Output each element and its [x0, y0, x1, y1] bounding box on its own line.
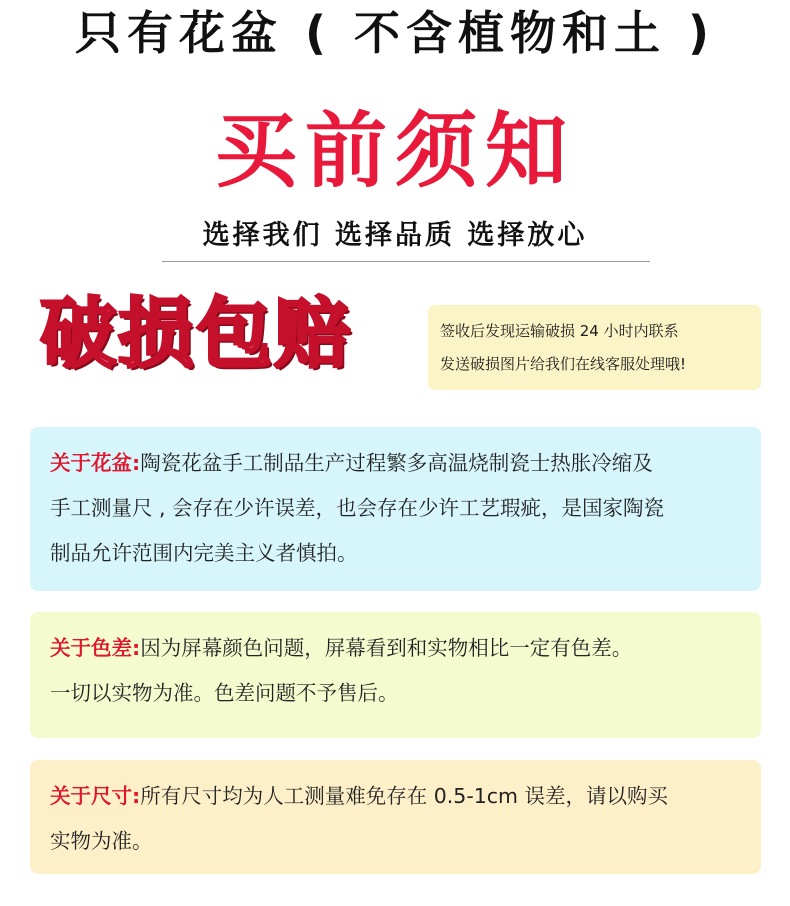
pot-notice-label: 关于花盆:: [50, 451, 141, 475]
size-notice-label: 关于尺寸:: [50, 784, 141, 808]
size-notice-box: [30, 760, 761, 874]
page-title: 买前须知: [214, 104, 575, 199]
color-notice-text: 因为屏幕颜色问题，屏幕看到和实物相比一定有色差。: [140, 636, 633, 660]
pot-notice-line: [50, 441, 743, 486]
color-notice-label: 关于色差:: [50, 636, 141, 660]
color-notice-line: [50, 626, 743, 671]
pot-notice-box: [30, 427, 761, 591]
damage-compensation-title: 破损包赔: [40, 289, 352, 378]
damage-note-line: 发送破损图片给我们在线客服处理哦!: [440, 355, 687, 373]
pot-notice-text: 陶瓷花盆手工制品生产过程繁多高温烧制瓷士热胀冷缩及: [140, 451, 653, 475]
slogan-divider: [162, 261, 650, 262]
size-notice-line: [50, 774, 743, 819]
size-notice-line: 实物为准。: [50, 829, 153, 853]
color-notice-box: [30, 612, 761, 738]
color-notice-line: 一切以实物为准。色差问题不予售后。: [50, 681, 399, 705]
subtitle-heading: 只有花盆 ( 不含植物和土 ): [74, 6, 716, 60]
damage-note-line: 签收后发现运输破损 24 小时内联系: [440, 322, 679, 340]
size-notice-text: 所有尺寸均为人工测量难免存在 0.5-1cm 误差，请以购买: [140, 784, 669, 808]
pot-notice-line: 手工测量尺 , 会存在少许误差，也会存在少许工艺瑕疵，是国家陶瓷: [50, 496, 665, 520]
damage-note-box: [428, 305, 761, 390]
slogan-text: 选择我们 选择品质 选择放心: [202, 220, 588, 251]
pot-notice-line: 制品允许范围内完美主义者慎拍。: [50, 541, 358, 565]
